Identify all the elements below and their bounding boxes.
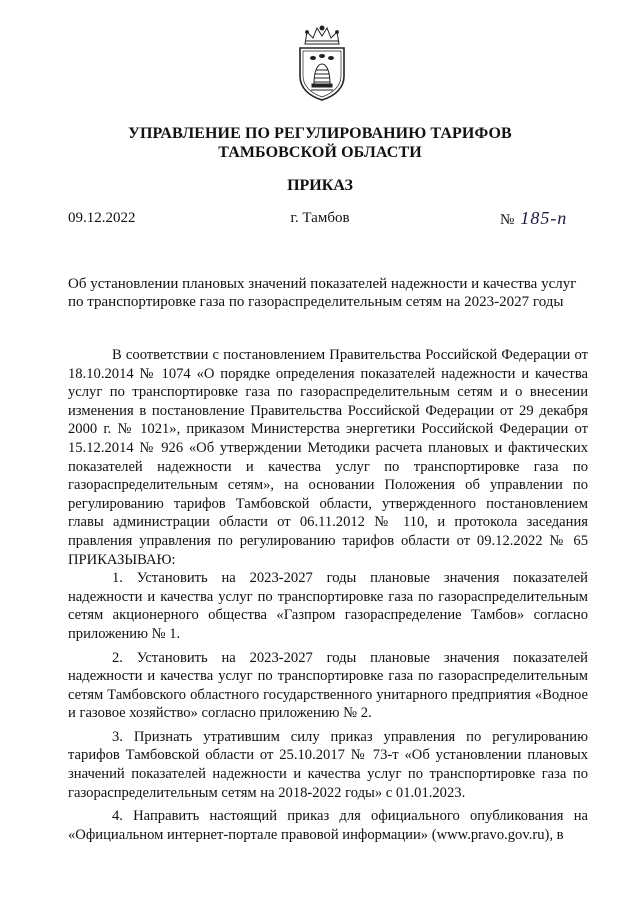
organization-name-line1: УПРАВЛЕНИЕ ПО РЕГУЛИРОВАНИЮ ТАРИФОВ	[128, 125, 512, 142]
document-number-label: №	[500, 212, 515, 228]
order-item-2: 2. Установить на 2023-2027 годы плановые значения показателей надежности и качества услуг по транспортировке газа по газораспределительным сетям Тамбовского областного государственного унитарного предприятия «Водное и газовое хозяйство» согласно приложению № 2.	[68, 649, 588, 722]
document-title	[68, 275, 588, 311]
document-title-line2: по транспортировке газа по газораспределительным сетям на 2023-2027 годы	[68, 294, 564, 310]
document-number-handwritten: 185-п	[520, 208, 568, 228]
preamble-paragraph: В соответствии с постановлением Правительства Российской Федерации от 18.10.2014 № 1074 «О порядке определения показателей надежности и качества услуг по транспортировке газа по газораспределительным сетям и о внесении изменения в постановление Правительства Российской Федерации от 29 декабря 2000 г. № 1021», приказом Министерства энергетики Российской Федерации от 15.12.2014 № 926 «Об утверждении Методики расчета плановых и фактических показателей надежности и качества услуг по транспортировке газа по газораспределительным сетям», на основании Положения об управлении по регулированию тарифов Тамбовской области, утвержденного постановлением главы администрации области от 06.11.2012 № 110, и протокола заседания правления управления по регулированию тарифов области от 09.12.2022 № 65 ПРИКАЗЫВАЮ:	[68, 347, 588, 568]
document-city: г. Тамбов	[290, 210, 350, 226]
document-number	[500, 209, 567, 230]
document-body	[68, 346, 588, 844]
document-type: ПРИКАЗ	[287, 177, 353, 194]
order-item-4: 4. Направить настоящий приказ для официального опубликования на «Официальном интернет-портале правовой информации» (www.pravo.gov.ru), в	[68, 808, 588, 843]
organization-name-line2: ТАМБОВСКОЙ ОБЛАСТИ	[218, 144, 422, 161]
order-item-3: 3. Признать утратившим силу приказ управления по регулированию тарифов Тамбовской области от 25.10.2017 № 73-т «Об установлении плановых значений показателей надежности и качества услуг по транспортировке газа по газораспределительным сетям на 2018-2022 годы» с 01.01.2023.	[68, 728, 588, 801]
document-date: 09.12.2022	[68, 210, 136, 226]
organization-name	[0, 124, 640, 162]
order-item-1: 1. Установить на 2023-2027 годы плановые значения показателей надежности и качества услуг по транспортировке газа по газораспределительным сетям акционерного общества «Газпром газораспределение Тамбов» согласно приложению № 1.	[68, 570, 588, 642]
crown-icon	[305, 26, 339, 44]
tambov-coat-of-arms-icon	[293, 24, 351, 102]
document-title-line1: Об установлении плановых значений показателей надежности и качества услуг	[68, 276, 577, 292]
